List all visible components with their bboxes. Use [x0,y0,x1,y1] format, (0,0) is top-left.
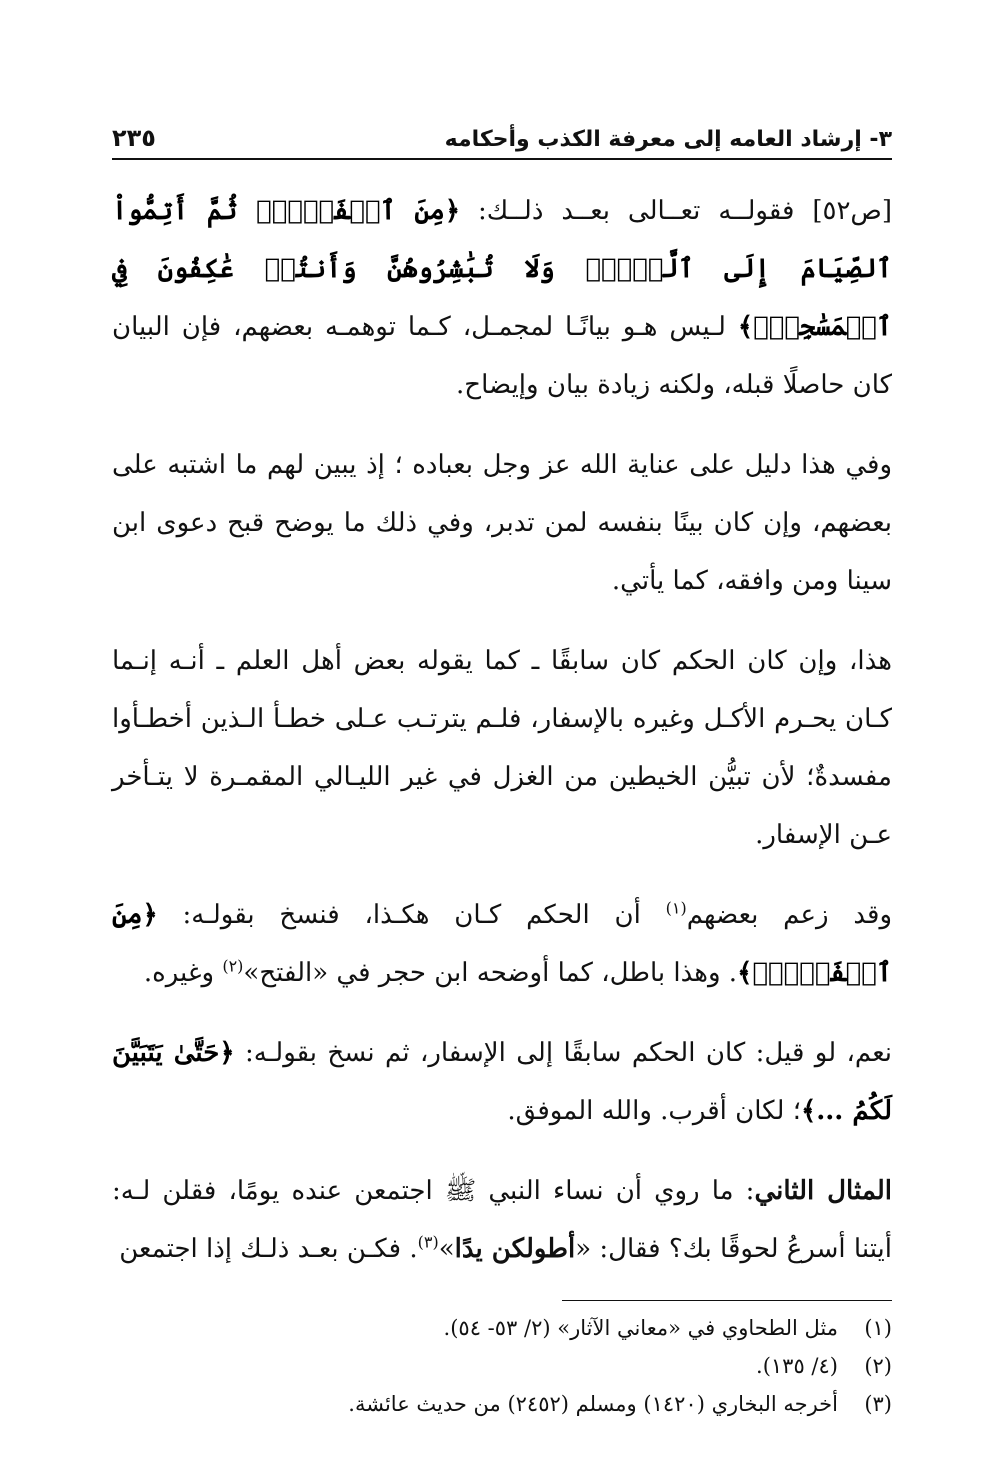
paragraph-2: وفي هذا دليل على عناية الله عز وجل بعباده ؛ إذ يبين لهم ما اشتبه على بعضهم، وإن كان بينًا بنفسه لمن تدبر، وفي ذلك ما يوضح قبح دعوى ابن سينا ومن وافقه، كما يأتي. [112,450,892,596]
footnote-ref-2[interactable]: (٢) [222,956,244,976]
page-number: ٢٣٥ [112,124,156,152]
footnote-number: (١) [864,1316,892,1340]
paragraph-5-after: ؛ لكان أقرب. والله الموفق. [507,1096,801,1126]
paragraph-6-middle: » [438,1234,455,1264]
quran-verse-1: ﴿مِنَ ٱلۡفَجۡرِۖ ثُمَّ أَتِمُّواْ ٱلصِّيَامَ إِلَى ٱلَّيۡلِۚ وَلَا تُبَٰشِرُوهُنَّ وَأَنتُمۡ عَٰكِفُونَ فِي ٱلۡمَسَٰجِدِۗ﴾ [112,196,893,342]
paragraph-6-before: : ما روي أن نساء النبي ﷺ اجتمعن عنده يومًا، فقلن لـه: أيتنا أسرعُ لحوقًا بك؟ فقال: « [112,1176,892,1264]
footnote-ref-1[interactable]: (١) [665,898,687,918]
paragraph-4-before: وقد زعم بعضهم [686,900,892,930]
paragraph-5-before: نعم، لو قيل: كان الحكم سابقًا إلى الإسفار، ثم نسخ بقولـه: [234,1038,892,1068]
paragraph-1-before: [ص٥٢] فقولــه تعــالى بعــد ذلــك: [460,196,892,226]
footnote-3 [112,1385,892,1423]
paragraph-5 [112,1024,892,1140]
footnote-number: (٢) [864,1354,892,1378]
section-lead: المثال الثاني [754,1176,892,1206]
body-text [112,182,892,1278]
paragraph-4-middle: أن الحكم كـان هكـذا، فنسخ بقولـه: [157,900,666,930]
quran-verse-2: ﴿مِنَ ٱلۡفَجۡرِۖ﴾ [112,900,892,988]
hadith-quote: أطولكن يدًا [454,1234,576,1264]
quran-verse-3: ﴿حَتَّىٰ يَتَبَيَّنَ لَكُمُ ...﴾ [112,1038,892,1126]
running-header [112,112,892,160]
paragraph-6-after: . فكـن بعـد ذلـك إذا اجتمعن [119,1234,418,1264]
paragraph-4-after: وغيره. [143,958,223,988]
paragraph-3: هذا، وإن كان الحكم كان سابقًا ـ كما يقوله بعض أهل العلم ـ أنـه إنـما كـان يحـرم الأكـل وغيره بالإسفار، فلـم يترتـب عـلى خطـأ الـذين أخطـأوا مفسدةٌ؛ لأن تبيُّن الخيطين من الغزل في غير الليـالي المقمـرة لا يتـأخر عـن الإسفار. [112,646,892,850]
footnote-number: (٣) [864,1392,892,1416]
paragraph-4 [112,886,892,1002]
footnote-divider [562,1300,892,1301]
paragraph-4-middle2: . وهذا باطل، كما أوضحه ابن حجر في «الفتح» [243,958,738,988]
footnote-2 [112,1347,892,1385]
footnotes [112,1309,892,1423]
footnote-text: أخرجه البخاري (١٤٢٠) ومسلم (٢٤٥٢) من حديث عائشة. [348,1392,838,1416]
book-page [112,112,893,1416]
footnote-text: مثل الطحاوي في «معاني الآثار» (٢/ ٥٣- ٥٤). [443,1316,838,1340]
paragraph-1 [112,182,892,414]
footnote-text: (٤/ ١٣٥). [756,1354,838,1378]
footnote-1 [112,1309,892,1347]
chapter-title: ٣- إرشاد العامه إلى معرفة الكذب وأحكامه [444,127,892,152]
footnote-ref-3[interactable]: (٣) [417,1232,439,1252]
paragraph-6 [112,1162,892,1278]
paragraph-1-after: لـيس هـو بيانًـا لمجمـل، كـما توهمـه بعضهم، فإن البيان كان حاصلًا قبله، ولكنه زيادة بيان وإيضاح. [112,312,892,400]
